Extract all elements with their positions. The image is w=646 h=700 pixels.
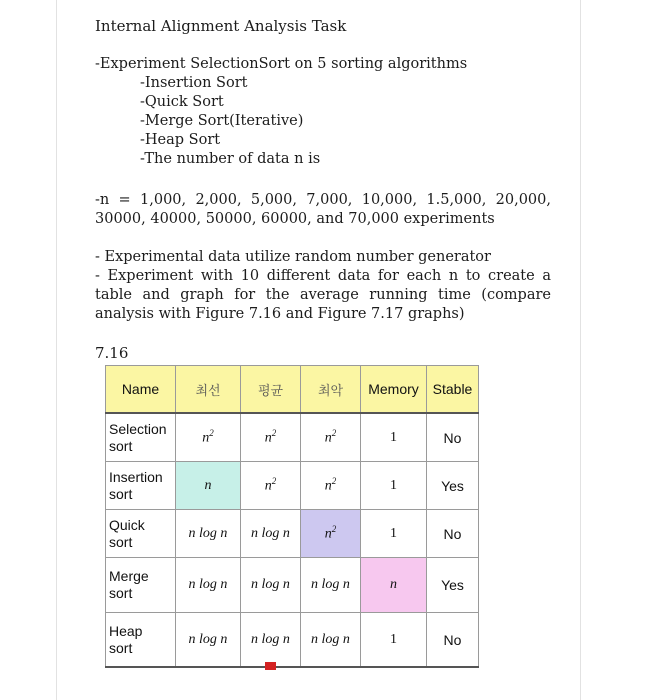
memory-cell: n [361, 558, 427, 613]
stable-cell: Yes [427, 558, 479, 613]
memory-cell: 1 [361, 613, 427, 668]
list-item: -Insertion Sort [140, 75, 248, 91]
worst-case: n log n [301, 613, 361, 668]
page-edge-right [580, 0, 581, 700]
worst-case: $n^2$ [301, 462, 361, 510]
average-case: n log n [241, 558, 301, 613]
best-case: n log n [176, 510, 241, 558]
page-title: Internal Alignment Analysis Task [95, 17, 347, 35]
complexity-table [105, 365, 479, 668]
experiment-heading: -Experiment SelectionSort on 5 sorting algorithms [95, 56, 468, 72]
best-case: n log n [176, 558, 241, 613]
header-worst: 최악 [301, 366, 361, 414]
algorithm-name: Heap sort [106, 613, 176, 668]
stable-cell: No [427, 613, 479, 668]
algorithm-name: Quick sort [106, 510, 176, 558]
header-name: Name [106, 366, 176, 414]
header-average: 평균 [241, 366, 301, 414]
table-row [106, 558, 479, 613]
table-row [106, 462, 479, 510]
n-values-paragraph: -n = 1,000, 2,000, 5,000, 7,000, 10,000, 1.5,000, 20,000, 30000, 40000, 50000, 60000, and 70,000 experiments [95, 192, 551, 228]
algorithm-name: Merge sort [106, 558, 176, 613]
best-case: n [176, 462, 241, 510]
header-memory: Memory [361, 366, 427, 414]
list-item: -The number of data n is [140, 151, 321, 167]
average-case: $n^2$ [241, 413, 301, 462]
table-row [106, 413, 479, 462]
header-best: 최선 [176, 366, 241, 414]
page-edge-left [56, 0, 57, 700]
bullet-random-generator: - Experimental data utilize random number generator [95, 249, 491, 265]
stable-cell: No [427, 510, 479, 558]
algorithm-name: Selection sort [106, 413, 176, 462]
bullet-experiment-description: - Experiment with 10 different data for each n to create a table and graph for the average running time (compare analysis with Figure 7.16 and Figure 7.17 graphs) [95, 268, 551, 323]
list-item: -Quick Sort [140, 94, 224, 110]
figure-label: 7.16 [95, 344, 129, 362]
best-case: n log n [176, 613, 241, 668]
list-item: -Heap Sort [140, 132, 221, 148]
average-case: n log n [241, 510, 301, 558]
worst-case: n log n [301, 558, 361, 613]
table-header-row [106, 366, 479, 414]
list-item: -Merge Sort(Iterative) [140, 113, 304, 129]
worst-case: $n^2$ [301, 413, 361, 462]
memory-cell: 1 [361, 413, 427, 462]
memory-cell: 1 [361, 510, 427, 558]
red-marker-icon [265, 662, 276, 670]
algorithm-name: Insertion sort [106, 462, 176, 510]
stable-cell: Yes [427, 462, 479, 510]
average-case: n log n [241, 613, 301, 668]
stable-cell: No [427, 413, 479, 462]
table-row [106, 510, 479, 558]
header-stable: Stable [427, 366, 479, 414]
worst-case: $n^2$ [301, 510, 361, 558]
average-case: $n^2$ [241, 462, 301, 510]
memory-cell: 1 [361, 462, 427, 510]
table-row [106, 613, 479, 668]
best-case: $n^2$ [176, 413, 241, 462]
